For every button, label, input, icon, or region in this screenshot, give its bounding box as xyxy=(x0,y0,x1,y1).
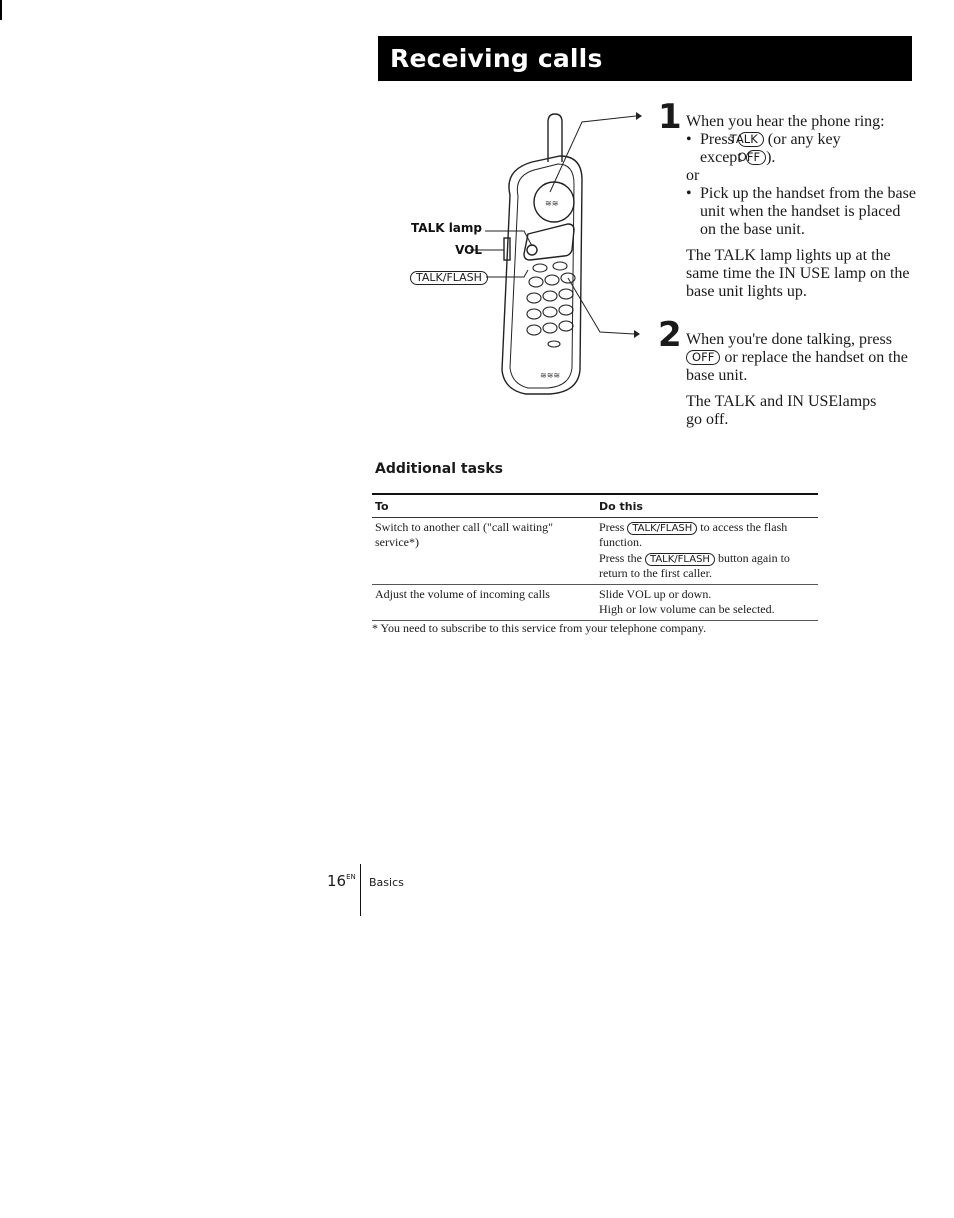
talk-flash-key: TALK/FLASH xyxy=(645,553,715,566)
off-key: OFF xyxy=(686,350,720,365)
row-2-do: Slide VOL up or down. High or low volume can be selected. xyxy=(596,584,818,620)
row-1-do: Press TALK/FLASH to access the flash function. Press the TALK/FLASH button again to return to the first caller. xyxy=(596,517,818,584)
step-1-intro: When you hear the phone ring: xyxy=(686,113,885,130)
table-row xyxy=(372,584,818,620)
talk-flash-key: TALK/FLASH xyxy=(627,522,697,535)
handset-figure xyxy=(400,100,650,410)
svg-text:≋≋≋: ≋≋≋ xyxy=(540,371,561,380)
talk-flash-keycap: TALK/FLASH xyxy=(410,271,488,285)
step-1-number: 1 xyxy=(658,97,682,137)
step-2-instruction: When you're done talking, press OFF or replace the handset on the base unit. xyxy=(686,331,908,384)
table-row xyxy=(372,517,818,584)
page-number: $16^{EN}$ xyxy=(327,872,356,890)
step-2-number: 2 xyxy=(658,315,682,355)
talk-lamp-label: TALK lamp xyxy=(411,221,482,235)
table-header-row xyxy=(372,494,818,517)
additional-tasks-title: Additional tasks xyxy=(375,461,503,477)
page-title: Receiving calls xyxy=(378,36,912,81)
talk-key: TALK xyxy=(738,132,764,147)
step-1-bullet-1: • Press TALK (or any key except OFF ). xyxy=(686,131,841,166)
vol-label: VOL xyxy=(455,243,482,257)
step-2-text xyxy=(686,331,916,429)
header-do-this: Do this xyxy=(596,494,818,517)
keypad-shape xyxy=(527,262,575,347)
header-to: To xyxy=(372,494,596,517)
row-2-to: Adjust the volume of incoming calls xyxy=(372,584,596,620)
antenna-shape xyxy=(548,114,562,162)
talk-lamp-shape xyxy=(527,245,537,255)
step-1-note: The TALK lamp lights up at the same time the IN USE lamp on the base unit lights up. xyxy=(686,247,910,300)
step-1-bullet-2: • Pick up the handset from the base unit when the handset is placed on the base unit. xyxy=(686,185,916,238)
page-edge-mark xyxy=(0,0,2,20)
step-1-text xyxy=(686,113,916,301)
footer-divider xyxy=(360,864,361,916)
section-name: Basics xyxy=(369,876,404,889)
step-2-note: The TALK and IN USElamps go off. xyxy=(686,393,877,428)
talk-flash-label xyxy=(410,269,488,287)
off-key: OFF xyxy=(746,150,766,165)
row-1-to: Switch to another call ("call waiting" service*) xyxy=(372,517,596,584)
additional-tasks-table xyxy=(372,493,818,621)
footnote: * You need to subscribe to this service from your telephone company. xyxy=(372,621,707,635)
step-1-or: or xyxy=(686,167,700,184)
svg-text:≋≋: ≋≋ xyxy=(545,199,559,208)
